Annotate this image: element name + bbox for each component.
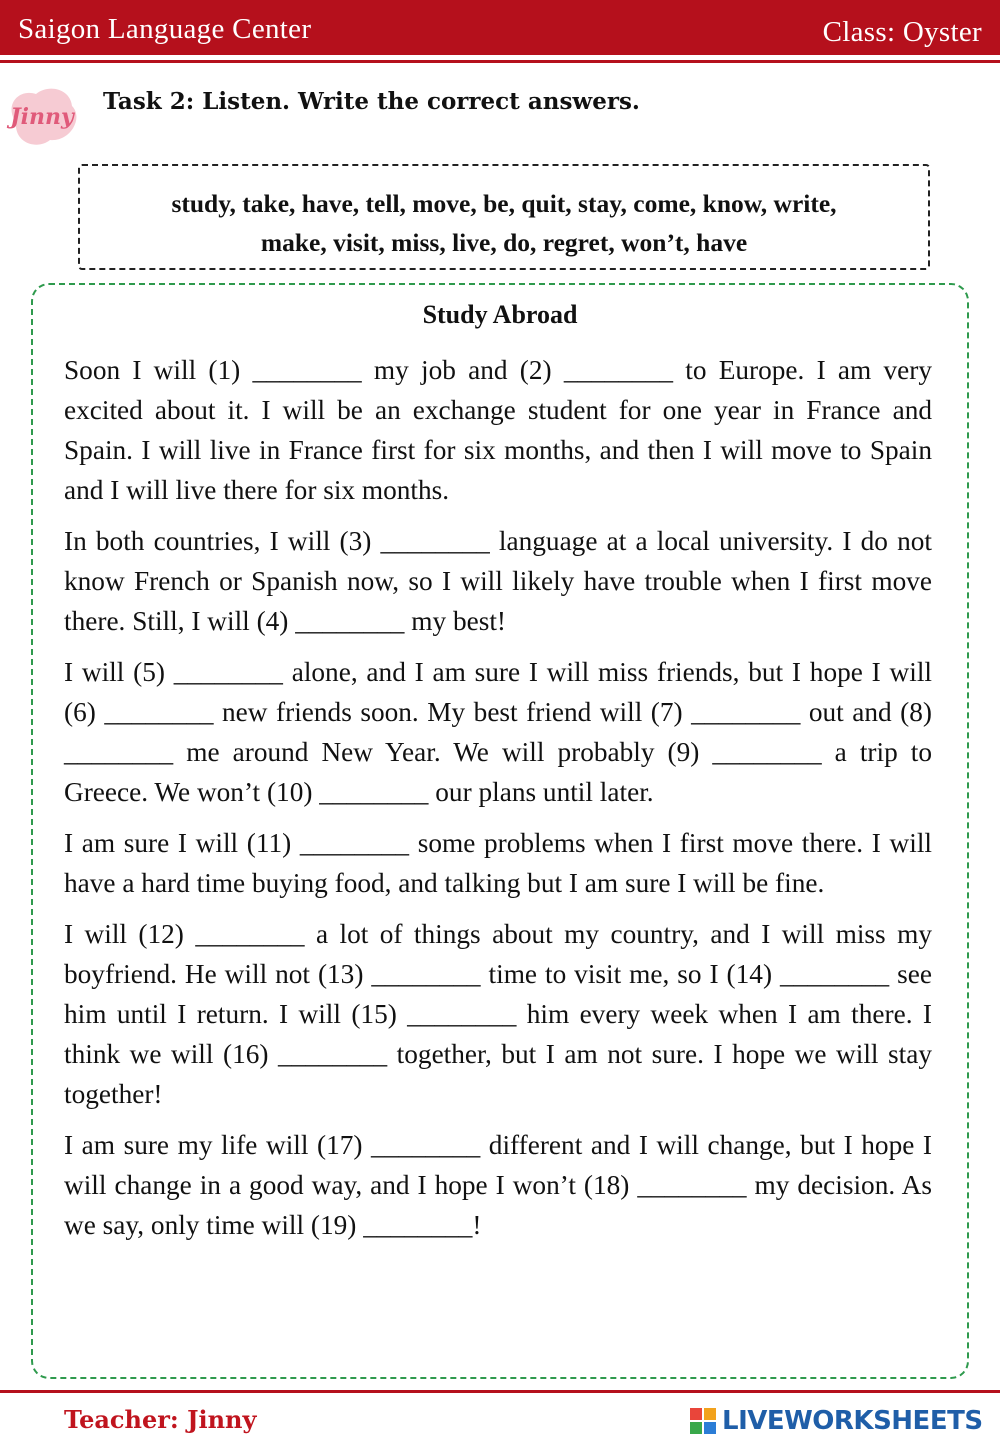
liveworksheets-tiles-icon bbox=[690, 1408, 716, 1434]
word-bank-line-2: make, visit, miss, live, do, regret, won’t, have bbox=[260, 228, 748, 257]
teacher-name: Teacher: Jinny bbox=[64, 1405, 257, 1434]
page-header bbox=[0, 0, 1000, 55]
word-bank bbox=[78, 164, 930, 270]
story-paragraph-2: In both countries, I will (3) ________ language at a local university. I do not know French or Spanish now, so I will likely have trouble when I first move there. Still, I will (4) ________ my best! bbox=[64, 526, 932, 636]
story-paragraph-5: I will (12) ________ a lot of things about my country, and I will miss my boyfriend. He will not (13) ________ time to visit me, so I (14) ________ see him until I return. I will (15) ________ him every week when I am there. I think we will (16) ________ together, but I am not sure. I hope we will stay together! bbox=[64, 919, 932, 1109]
footer-divider bbox=[0, 1390, 1000, 1393]
class-label: Class: Oyster bbox=[822, 16, 982, 48]
task-title: Task 2: Listen. Write the correct answers. bbox=[103, 88, 640, 115]
story-title: Study Abroad bbox=[422, 300, 578, 329]
header-divider bbox=[0, 60, 1000, 63]
word-bank-line-1: study, take, have, tell, move, be, quit, stay, come, know, write, bbox=[171, 189, 837, 218]
story-body bbox=[64, 350, 932, 1256]
story-paragraph-1: Soon I will (1) ________ my job and (2) ________ to Europe. I am very excited about it. I will be an exchange student for one year in France and Spain. I will live in France first for six months, and then I will move to Spain and I will live there for six months. bbox=[64, 355, 932, 505]
jinny-logo-icon bbox=[4, 84, 80, 148]
logo-text: Jinny bbox=[10, 104, 74, 130]
liveworksheets-brand bbox=[690, 1404, 983, 1438]
story-paragraph-6: I am sure my life will (17) ________ different and I will change, but I hope I will change in a good way, and I hope I won’t (18) ________ my decision. As we say, only time will (19) ________! bbox=[64, 1130, 932, 1240]
story-paragraph-4: I am sure I will (11) ________ some problems when I first move there. I will have a hard time buying food, and talking but I am sure I will be fine. bbox=[64, 828, 932, 898]
story-paragraph-3: I will (5) ________ alone, and I am sure I will miss friends, but I hope I will (6) ________ new friends soon. My best friend will (7) ________ out and (8) ________ me around New Year. We will probably (9) ________ a trip to Greece. We won’t (10) ________ our plans until later. bbox=[64, 657, 932, 807]
school-name: Saigon Language Center bbox=[18, 13, 312, 45]
brand-text: LIVEWORKSHEETS bbox=[722, 1406, 983, 1436]
